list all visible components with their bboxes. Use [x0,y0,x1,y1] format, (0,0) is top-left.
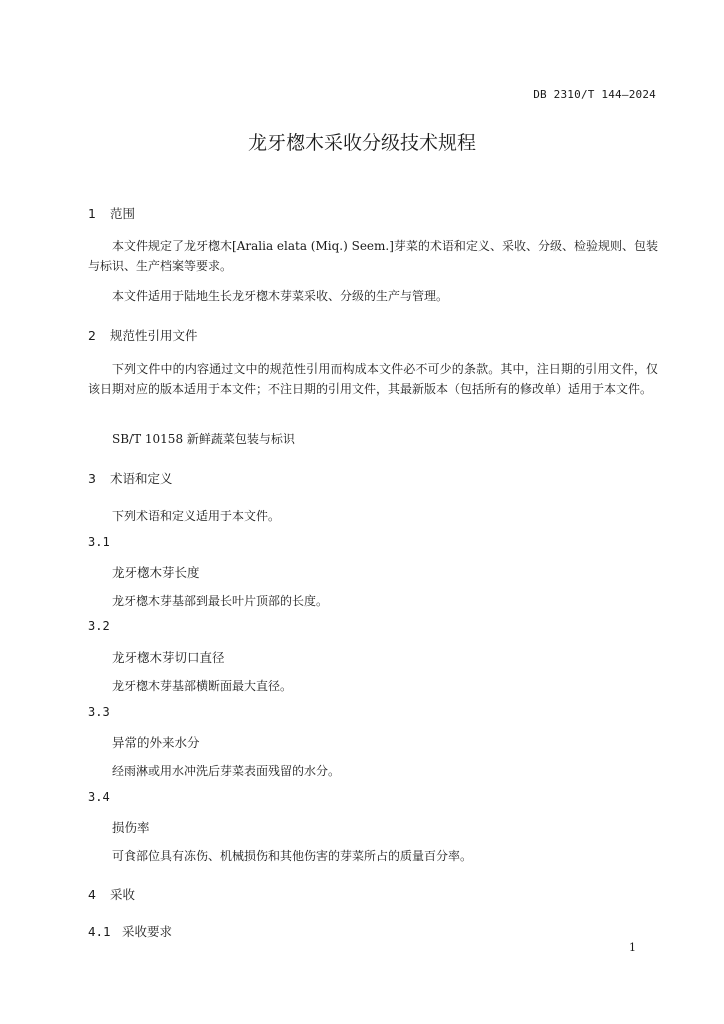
subsection-number: 4.1 [88,924,111,939]
section-heading-4 [88,885,135,903]
section-number: 4 [88,887,96,902]
term-definition: 可食部位具有冻伤、机械损伤和其他伤害的芽菜所占的质量百分率。 [112,849,473,863]
paragraph: 本文件适用于陆地生长龙牙楤木芽菜采收、分级的生产与管理。 [112,289,449,303]
section-number: 3 [88,471,96,486]
section-title: 规范性引用文件 [109,328,198,343]
section-heading-2 [88,326,198,344]
normative-reference: SB/T 10158 新鲜蔬菜包装与标识 [112,432,295,446]
term-definition: 经雨淋或用水冲洗后芽菜表面残留的水分。 [112,764,341,778]
term-title: 龙牙楤木芽切口直径 [112,650,225,665]
paragraph: 下列文件中的内容通过文中的规范性引用而构成本文件必不可少的条款。其中，注日期的引用文件，仅该日期对应的版本适用于本文件；不注日期的引用文件，其最新版本（包括所有的修改单）适用于本文件。 [88,362,658,396]
term-title: 损伤率 [112,820,150,835]
section-heading-3 [88,469,173,487]
paragraph: 本文件规定了龙牙楤木[Aralia elata (Miq.) Seem.]芽菜的术语和定义、采收、分级、检验规则、包装与标识、生产档案等要求。 [88,239,658,273]
subsection-heading [88,922,172,940]
term-number: 3.2 [88,619,110,633]
term-number: 3.3 [88,705,110,719]
term-title: 异常的外来水分 [112,735,200,750]
term-definition: 龙牙楤木芽基部横断面最大直径。 [112,679,293,693]
term-number: 3.4 [88,790,110,804]
paragraph: 下列术语和定义适用于本文件。 [112,509,281,523]
section-title: 范围 [109,206,135,221]
section-title: 术语和定义 [109,471,173,486]
standard-code: DB 2310/T 144—2024 [533,88,656,101]
page-number: 1 [629,941,636,954]
section-number: 2 [88,328,96,343]
section-heading-1 [88,204,135,222]
term-title: 龙牙楤木芽长度 [112,565,200,580]
page-title: 龙牙楤木采收分级技术规程 [247,132,476,154]
section-title: 采收 [109,887,135,902]
section-number: 1 [88,206,96,221]
term-definition: 龙牙楤木芽基部到最长叶片顶部的长度。 [112,594,329,608]
subsection-title: 采收要求 [121,924,172,939]
term-number: 3.1 [88,535,110,549]
